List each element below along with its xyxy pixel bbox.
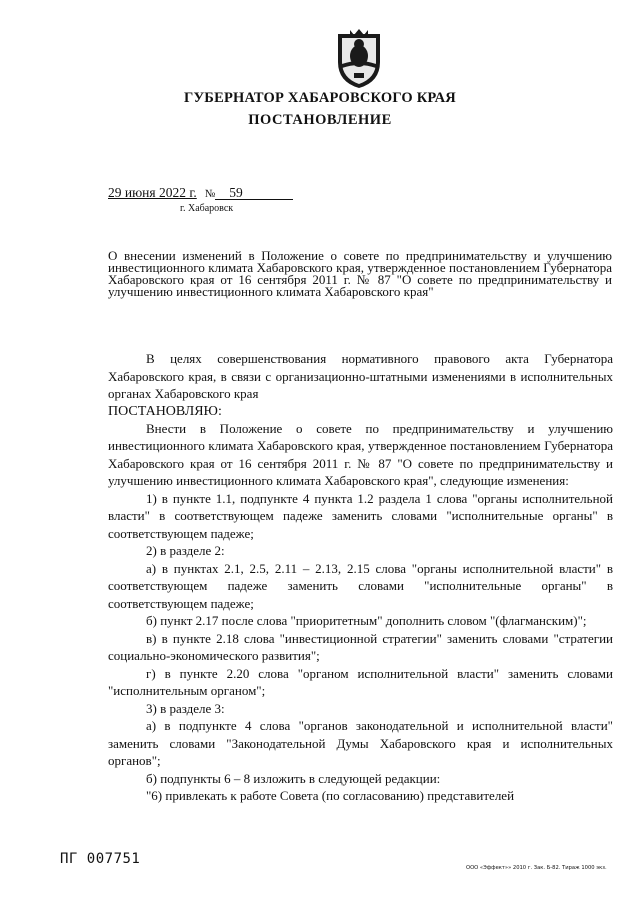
document-type: ПОСТАНОВЛЕНИЕ (248, 112, 392, 128)
decree-word: ПОСТАНОВЛЯЮ: (108, 403, 222, 419)
body-paragraph: в) в пункте 2.18 слова "инвестиционной стратегии" заменить словами "стратегии социально-экономического развития"; (108, 630, 613, 663)
document-date: 29 июня 2022 г. (108, 185, 197, 200)
body-paragraph: г) в пункте 2.20 слова "органом исполнительной власти" заменить словами "исполнительным органом"; (108, 665, 613, 698)
governor-title: ГУБЕРНАТОР ХАБАРОВСКОГО КРАЯ (184, 90, 456, 106)
document-body (108, 350, 613, 805)
body-paragraph: 2) в разделе 2: (146, 543, 225, 558)
body-paragraph: а) в подпункте 4 слова "органов законодательной и исполнительной власти" заменить словами "Законодательной Думы Хабаровского края и исполнительных органов"; (108, 718, 613, 768)
body-paragraph: 3) в разделе 3: (146, 700, 225, 716)
body-paragraph: б) подпункты 6 – 8 изложить в следующей редакции: (146, 770, 441, 786)
form-serial-code: ПГ 007751 (60, 851, 141, 867)
date-number-line (108, 185, 293, 201)
body-paragraph: Внести в Положение о совете по предпринимательству и улучшению инвестиционного климата Хабаровского края, утвержденное постановлением Губернатора Хабаровского края от 16 сентября 2011 г. № 87 "О совете по предпринимательству и улучшению инвестиционного климата Хабаровского края", следующие изменения: (108, 420, 613, 488)
body-paragraph: "6) привлекать к работе Совета (по согласованию) представителей (146, 788, 515, 803)
preamble-paragraph: В целях совершенствования нормативного правового акта Губернатора Хабаровского края, в связи с организационно-штатными изменениями в исполнительных органах Хабаровского края (108, 351, 613, 401)
document-subject: О внесении изменений в Положение о совете по предпринимательству и улучшению инвестиционного климата Хабаровского края, утвержденное постановлением Губернатора Хабаровского края от 16 сентября 2011 г. № 87 "О совете по предпринимательству и улучшению инвестиционного климата Хабаровского края" (108, 248, 612, 299)
document-city: г. Хабаровск (180, 203, 234, 214)
document-number: 59 (215, 186, 293, 200)
body-paragraph: б) пункт 2.17 после слова "приоритетным" дополнить словом "(флагманским)"; (146, 613, 587, 628)
number-sign: № (204, 188, 216, 200)
coat-of-arms-emblem-icon (332, 28, 386, 90)
body-paragraph: 1) в пункте 1.1, подпункте 4 пункта 1.2 раздела 1 слова "органы исполнительной власти" в соответствующем падеже заменить словами "исполнительные органы" в соответствующем падеже; (108, 490, 613, 541)
body-paragraph: а) в пунктах 2.1, 2.5, 2.11 – 2.13, 2.15 слова "органы исполнительной власти" в соответствующем падеже заменить словами "исполнительные органы" в соответствующем падеже; (108, 560, 613, 611)
printer-info: ООО «Эффект»» 2010 г. Зак. Б-82. Тираж 1000 экз. (466, 865, 607, 871)
